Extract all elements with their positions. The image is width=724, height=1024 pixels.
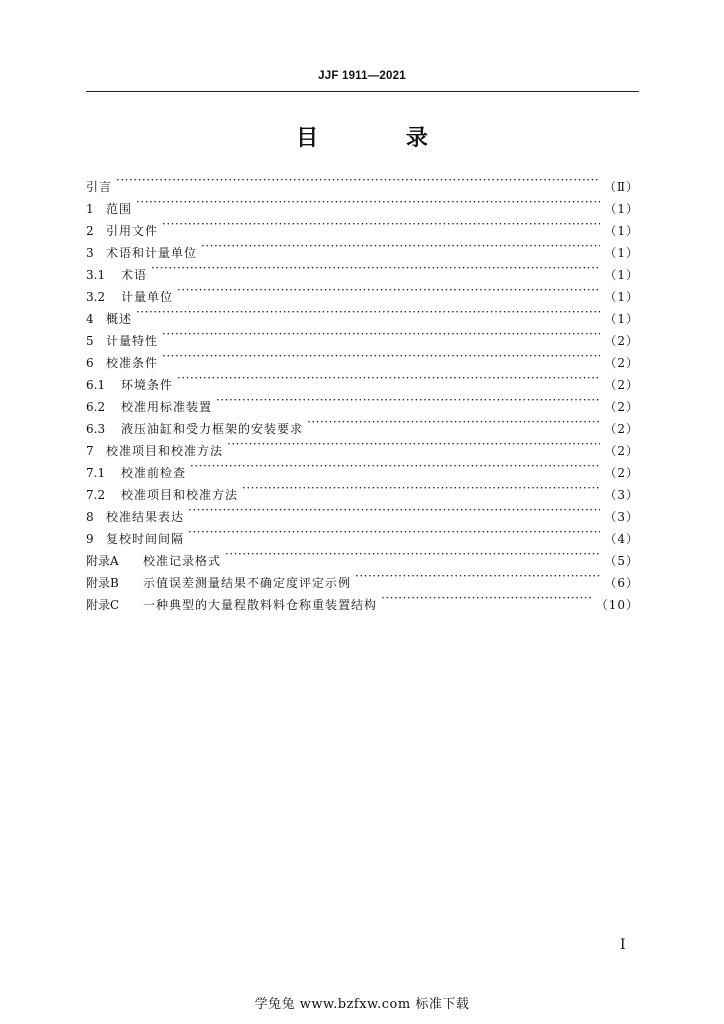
toc-entry-number: 6.2 xyxy=(86,400,106,414)
toc-dot-leader xyxy=(136,191,600,213)
toc-entry-page: （1） xyxy=(604,224,639,238)
toc-dot-leader xyxy=(162,213,600,235)
page-number: I xyxy=(620,937,626,953)
toc-entry-label: 一种典型的大量程散料料仓称重装置结构 xyxy=(143,598,378,612)
toc-entry-number: 6.1 xyxy=(86,378,106,392)
toc-entry[interactable] xyxy=(86,279,639,304)
toc-entry-number: 3.2 xyxy=(86,290,106,304)
toc-entry-label: 校准结果表达 xyxy=(106,510,185,524)
toc-entry-label: 校准记录格式 xyxy=(143,554,222,568)
toc-entry-label: 引用文件 xyxy=(106,224,159,238)
toc-entry[interactable] xyxy=(86,345,639,370)
toc-entry-number: 9 xyxy=(86,532,94,546)
toc-dot-leader xyxy=(188,499,600,521)
toc-dot-leader xyxy=(136,301,600,323)
toc-entry-page: （2） xyxy=(604,466,639,480)
toc-title: 目 录 xyxy=(296,125,468,151)
toc-entry-number: 6 xyxy=(86,356,94,370)
toc-entry-number: 5 xyxy=(86,334,94,348)
toc-entry-page: （2） xyxy=(604,444,639,458)
toc-dot-leader xyxy=(355,565,600,587)
toc-entry-page: （1） xyxy=(604,268,639,282)
toc-dot-leader xyxy=(116,169,600,191)
toc-dot-leader xyxy=(188,521,600,543)
toc-dot-leader xyxy=(151,257,600,279)
toc-entry-number: 6.3 xyxy=(86,422,106,436)
toc-entry-number: 附录B xyxy=(86,576,119,590)
toc-entry-label: 示值误差测量结果不确定度评定示例 xyxy=(143,576,352,590)
document-code: JJF 1911—2021 xyxy=(318,70,406,82)
toc-entry-label: 概述 xyxy=(106,312,133,326)
toc-entry-page: （Ⅱ） xyxy=(603,180,639,194)
toc-entry-page: （1） xyxy=(604,290,639,304)
toc-entry-page: （2） xyxy=(604,400,639,414)
toc-entry[interactable] xyxy=(86,169,639,194)
toc-entry-label: 校准用标准装置 xyxy=(121,400,213,414)
toc-entry-label: 校准条件 xyxy=(106,356,159,370)
toc-entry-number: 7.2 xyxy=(86,488,106,502)
toc-entry-number: 8 xyxy=(86,510,94,524)
toc-entry-number: 1 xyxy=(86,202,94,216)
toc-entry-number: 7 xyxy=(86,444,94,458)
toc-entry-label: 复校时间间隔 xyxy=(106,532,185,546)
toc-entry-page: （3） xyxy=(604,510,639,524)
toc-entry-page: （2） xyxy=(604,334,639,348)
toc-entry-label: 校准项目和校准方法 xyxy=(121,488,239,502)
toc-entry-page: （3） xyxy=(604,488,639,502)
toc-entry-label: 术语 xyxy=(121,268,148,282)
toc-entry-label: 术语和计量单位 xyxy=(106,246,198,260)
toc-entry[interactable] xyxy=(86,191,639,216)
toc-entry-page: （4） xyxy=(604,532,639,546)
toc-entry-page: （6） xyxy=(604,576,639,590)
toc-dot-leader xyxy=(307,411,600,433)
toc-entry[interactable] xyxy=(86,235,639,260)
toc-dot-leader xyxy=(225,543,600,565)
toc-entry[interactable] xyxy=(86,213,639,238)
toc-dot-leader xyxy=(162,323,600,345)
toc-entry-number: 3.1 xyxy=(86,268,106,282)
toc-entry-number: 附录C xyxy=(86,598,120,612)
toc-entry-label: 校准项目和校准方法 xyxy=(106,444,224,458)
toc-entry[interactable] xyxy=(86,301,639,326)
toc-entry-number: 3 xyxy=(86,246,94,260)
toc-entry-label: 环境条件 xyxy=(121,378,174,392)
toc-entry-label: 范围 xyxy=(106,202,133,216)
toc-entry-label: 校准前检查 xyxy=(121,466,187,480)
toc-entry-page: （2） xyxy=(604,356,639,370)
toc-entry-label: 计量单位 xyxy=(121,290,174,304)
toc-entry-page: （5） xyxy=(604,554,639,568)
toc-entry-label: 引言 xyxy=(86,180,113,194)
toc-dot-leader xyxy=(201,235,600,257)
toc-entry-page: （1） xyxy=(604,312,639,326)
toc-entry[interactable] xyxy=(86,367,639,392)
toc-entry-label: 液压油缸和受力框架的安装要求 xyxy=(121,422,304,436)
toc-entry-number: 7.1 xyxy=(86,466,106,480)
toc-dot-leader xyxy=(381,587,592,609)
toc-dot-leader xyxy=(177,279,600,301)
toc-dot-leader xyxy=(216,389,600,411)
toc-entry-number: 4 xyxy=(86,312,94,326)
toc-entry-page: （2） xyxy=(604,378,639,392)
header-rule xyxy=(86,91,639,92)
toc-dot-leader xyxy=(177,367,600,389)
toc-dot-leader xyxy=(162,345,600,367)
toc-dot-leader xyxy=(242,477,600,499)
toc-entry-number: 附录A xyxy=(86,554,119,568)
toc-entry-number: 2 xyxy=(86,224,94,238)
toc-entry[interactable] xyxy=(86,257,639,282)
toc-dot-leader xyxy=(227,433,600,455)
toc-dot-leader xyxy=(190,455,600,477)
footer-watermark: 学兔兔 www.bzfxw.com 标准下载 xyxy=(254,997,470,1012)
toc-entry-page: （1） xyxy=(604,246,639,260)
toc-entry-page: （10） xyxy=(595,598,639,612)
toc-entry-label: 计量特性 xyxy=(106,334,159,348)
toc-list xyxy=(86,169,639,612)
toc-entry-page: （2） xyxy=(604,422,639,436)
toc-entry-page: （1） xyxy=(604,202,639,216)
toc-entry[interactable] xyxy=(86,323,639,348)
